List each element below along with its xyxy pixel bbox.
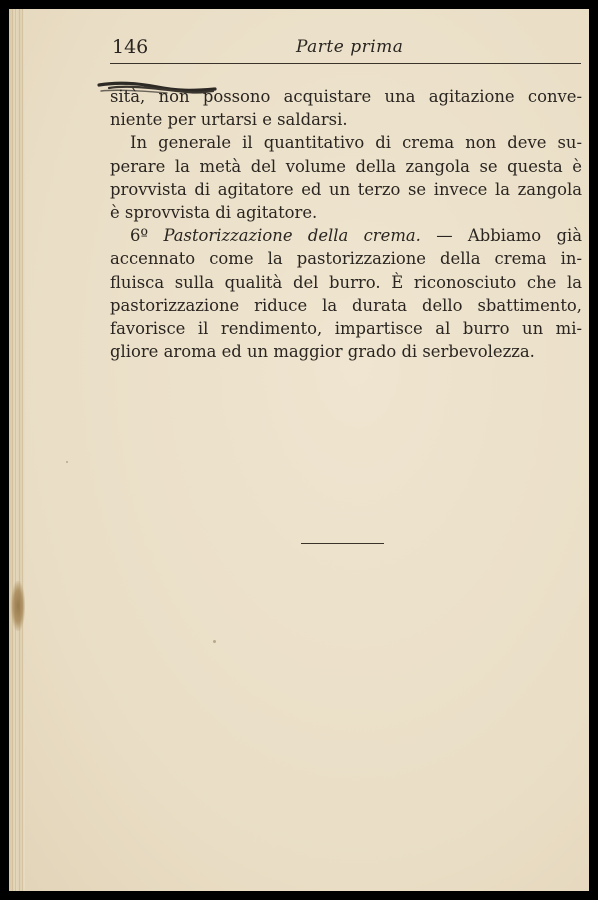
paper-speck [66, 461, 68, 463]
section-heading: Pastorizzazione della crema. [163, 226, 421, 246]
page-number: 146 [112, 36, 149, 58]
running-head [110, 34, 580, 62]
page-stain [11, 581, 25, 631]
page-edge-line [19, 9, 20, 891]
text-line: è sprovvista di agitatore. [110, 203, 318, 223]
text-line: In generale il quantitativo di crema non deve su- [130, 133, 582, 153]
text-line [110, 224, 582, 247]
running-title: Parte prima [296, 37, 404, 57]
page-binding-edge [9, 9, 25, 891]
struck-text: sità, non [110, 87, 190, 106]
text-segment: possono acquistare una agitazione conve- [202, 87, 583, 106]
body-text [110, 85, 582, 363]
text-segment: — Abbiamo già [436, 226, 582, 246]
text-line: pastorizzazione riduce la durata dello sbattimento, [110, 295, 582, 315]
text-line: niente per urtarsi e saldarsi. [110, 110, 348, 130]
page-edge-line [22, 9, 23, 891]
section-end-rule [301, 543, 384, 544]
text-line: provvista di agitatore ed un terzo se invece la zangola [110, 179, 582, 199]
page-edge-line [12, 9, 13, 891]
book-page [9, 9, 589, 891]
paper-speck [213, 640, 216, 643]
header-rule [110, 63, 581, 64]
text-line [110, 85, 582, 108]
text-line: accennato come la pastorizzazione della crema in- [110, 249, 582, 269]
page-edge-line [15, 9, 16, 891]
section-number: 6º [130, 226, 149, 246]
text-line: perare la metà del volume della zangola se questa è [110, 156, 582, 176]
text-line: gliore aroma ed un maggior grado di serbevolezza. [110, 342, 535, 362]
text-line: favorisce il rendimento, impartisce al burro un mi- [110, 319, 582, 339]
text-line: fluisca sulla qualità del burro. È riconosciuto che la [110, 272, 582, 292]
